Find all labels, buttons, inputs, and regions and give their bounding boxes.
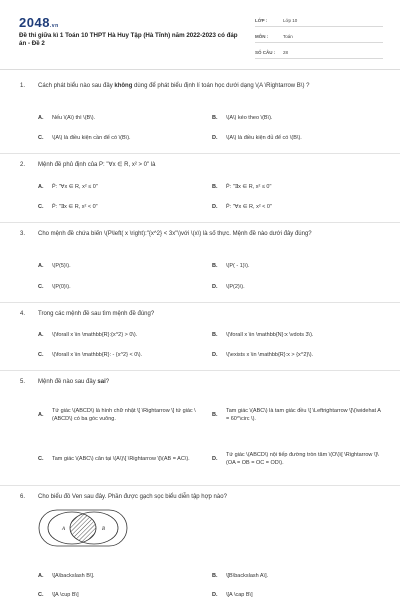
exam-meta <box>255 16 383 64</box>
option-letter: D. <box>212 352 218 358</box>
option-c[interactable] <box>38 591 198 599</box>
option-text: \[A\backslash B\]. <box>52 573 95 579</box>
question-number: 1. <box>20 83 26 89</box>
option-letter: D. <box>212 204 218 210</box>
option-letter: A. <box>38 115 44 121</box>
question-number: 5. <box>20 379 26 385</box>
option-text: \(P( - 1)\). <box>226 263 250 269</box>
option-c[interactable] <box>38 203 198 211</box>
venn-label-a: A <box>62 527 66 532</box>
option-letter: A. <box>38 332 44 338</box>
exam-title: Đề thi giữa kì 1 Toán 10 THPT Hà Huy Tập (Hà Tĩnh) năm 2022-2023 có đáp án - Đề 2 <box>19 32 238 48</box>
option-c[interactable] <box>38 134 198 142</box>
option-a[interactable] <box>38 262 198 270</box>
option-b[interactable] <box>212 183 382 191</box>
option-d[interactable] <box>212 134 382 142</box>
option-a[interactable] <box>38 114 198 122</box>
meta-row-count <box>255 48 383 59</box>
venn-label-b: B <box>102 527 106 532</box>
question-number: 6. <box>20 494 26 500</box>
meta-label: SỐ CÂU : <box>255 49 276 55</box>
option-d[interactable] <box>212 591 382 599</box>
question-divider <box>0 302 400 303</box>
option-text: \(\exists x \in \mathbb{R}:x > {x^2}\). <box>226 352 314 358</box>
option-a[interactable] <box>38 183 198 191</box>
option-letter: A. <box>38 184 44 190</box>
option-text: Tam giác \(ABC\) cân tại \(A\)\[ \Rightarrow \]\(AB = AC\). <box>52 455 190 462</box>
question-text-part: dùng để phát biểu định lí toán học dưới dạng \(A \Rightarrow B\) ? <box>132 83 310 89</box>
option-text: Tứ giác \(ABCD\) là hình chữ nhật \[ \Rightarrow \] tứ giác \(ABCD\) có ba góc vuông. <box>52 407 196 422</box>
site-logo[interactable] <box>19 14 59 32</box>
question-text <box>38 378 388 387</box>
option-text: \(A\) là điều kiện đủ để có \(B\). <box>226 135 302 141</box>
question-text: Mệnh đề phủ định của P: "∀x ∈ R, x² > 0" là <box>38 162 156 168</box>
option-letter: D. <box>212 135 218 141</box>
option-a[interactable] <box>38 397 198 433</box>
option-text: \[B\backslash A\]. <box>226 573 269 579</box>
option-text: \(A\) là điều kiện cần để có \(B\). <box>52 135 131 141</box>
option-letter: C. <box>38 352 44 358</box>
option-letter: C. <box>38 204 44 210</box>
option-text: Nếu \(A\) thì \(B\). <box>52 115 96 121</box>
option-text: \(\forall x \in \mathbb{R}: - {x^2} < 0\). <box>52 352 143 358</box>
question-text-part: Cách phát biểu nào sau đây <box>38 83 115 89</box>
option-text: \(P(5)\). <box>52 263 71 269</box>
option-c[interactable] <box>38 351 198 359</box>
option-text: Tứ giác \(ABCD\) nội tiếp đường tròn tâm \(O\)\[ \Rightarrow \]\(OA = OB = OC = OD\). <box>226 451 379 466</box>
option-letter: B. <box>212 184 218 190</box>
option-b[interactable] <box>212 331 382 339</box>
option-text: \(P(0)\). <box>52 284 71 290</box>
question-text-part: Mệnh đề nào sau đây <box>38 379 98 385</box>
meta-label: LỚP : <box>255 17 268 23</box>
option-text: P̄: "∃x ∈ R, x² ≤ 0" <box>226 184 272 190</box>
option-a[interactable] <box>38 572 198 580</box>
option-b[interactable] <box>212 572 382 580</box>
option-letter: D. <box>212 284 218 290</box>
option-letter: D. <box>212 455 218 462</box>
option-letter: D. <box>212 592 218 598</box>
question-divider <box>0 222 400 223</box>
option-c[interactable] <box>38 283 198 291</box>
option-letter: B. <box>212 115 218 121</box>
option-text: Tam giác \(ABC\) là tam giác đều \[ \Leftrightarrow \]\(\widehat A = 60^\circ \). <box>226 407 381 422</box>
question-text: Cho mệnh đề chứa biến \(P\left( x \right):"{x^2} < 3x"\)với \(x\) là số thực. Mệnh đề nào dưới đây đúng? <box>38 231 312 237</box>
option-text: \[A \cap B\] <box>226 592 253 598</box>
option-d[interactable] <box>212 440 382 478</box>
meta-row-class <box>255 16 383 27</box>
option-letter: A. <box>38 263 44 269</box>
option-letter: A. <box>38 573 44 579</box>
question-divider <box>0 153 400 154</box>
option-text: P̄: "∀x ∈ R, x² ≤ 0" <box>52 184 98 190</box>
meta-value: Toán <box>283 33 293 39</box>
option-text: \(\forall x \in \mathbb{N}:x \vdots 3\). <box>226 332 314 338</box>
option-letter: C. <box>38 455 44 462</box>
option-text: \(\forall x \in \mathbb{R}:{x^2} > 0\). <box>52 332 138 338</box>
option-text: P̄: "∀x ∈ R, x² < 0" <box>226 204 272 210</box>
question-text-emphasis: sai <box>97 379 106 385</box>
question-divider <box>0 370 400 371</box>
meta-value: Lớp 10 <box>283 17 298 23</box>
option-letter: C. <box>38 135 44 141</box>
option-b[interactable] <box>212 114 382 122</box>
option-text: P̄: "∃x ∈ R, x² < 0" <box>52 204 98 210</box>
option-d[interactable] <box>212 283 382 291</box>
option-letter: C. <box>38 592 44 598</box>
question-text-emphasis: không <box>114 83 133 89</box>
option-letter: B. <box>212 263 218 269</box>
question-text-part: ? <box>105 379 110 385</box>
question-text: Trong các mệnh đề sau tìm mệnh đề đúng? <box>38 311 155 317</box>
option-text: \[A \cup B\] <box>52 592 79 598</box>
option-b[interactable] <box>212 262 382 270</box>
option-letter: B. <box>212 332 218 338</box>
page-header <box>0 0 400 62</box>
meta-label: MÔN : <box>255 33 269 39</box>
meta-row-subject <box>255 32 383 43</box>
option-letter: C. <box>38 284 44 290</box>
option-letter: A. <box>38 411 44 418</box>
question-text: Cho biểu đồ Ven sau đây. Phần được gạch sọc biểu diễn tập hợp nào? <box>38 494 227 500</box>
venn-diagram <box>38 509 128 547</box>
question-text <box>38 82 388 91</box>
option-letter: B. <box>212 573 218 579</box>
question-number: 2. <box>20 162 26 168</box>
option-d[interactable] <box>212 203 382 211</box>
question-number: 3. <box>20 231 26 237</box>
option-d[interactable] <box>212 351 382 359</box>
logo-suffix: .vn <box>49 23 59 29</box>
option-a[interactable] <box>38 331 198 339</box>
question-divider <box>0 485 400 486</box>
logo-text: 2048 <box>19 15 50 30</box>
option-text: \(P(2)\). <box>226 284 245 290</box>
option-text: \(A\) kéo theo \(B\). <box>226 115 273 121</box>
option-letter: B. <box>212 411 218 418</box>
question-number: 4. <box>20 311 26 317</box>
option-b[interactable] <box>212 397 382 433</box>
meta-value: 28 <box>283 49 289 55</box>
header-divider <box>0 69 400 70</box>
option-c[interactable] <box>38 440 198 478</box>
